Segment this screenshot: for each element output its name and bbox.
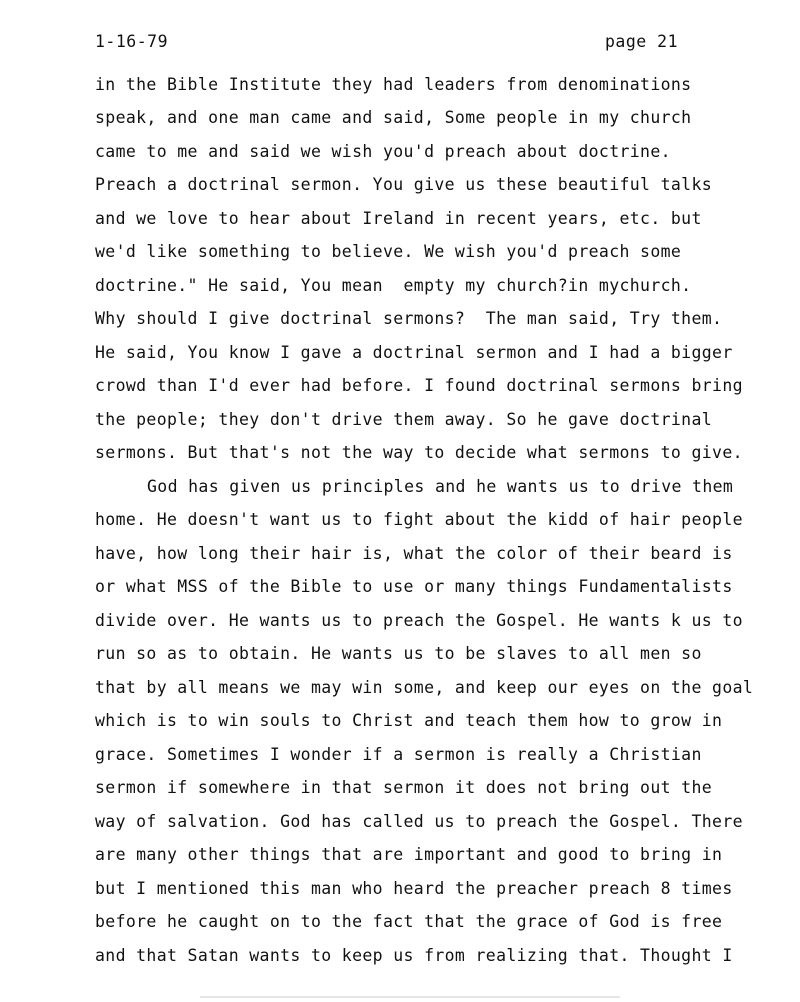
scan-artifact-line bbox=[200, 996, 620, 998]
page-number: page 21 bbox=[605, 32, 679, 51]
text-line: grace. Sometimes I wonder if a sermon is really a Christian bbox=[95, 745, 702, 764]
text-line: but I mentioned this man who heard the preacher preach 8 times bbox=[95, 879, 733, 898]
text-line: crowd than I'd ever had before. I found doctrinal sermons bring bbox=[95, 376, 743, 395]
header-date: 1-16-79 bbox=[95, 32, 169, 51]
text-line: speak, and one man came and said, Some people in my church bbox=[95, 108, 692, 127]
text-line: sermon if somewhere in that sermon it does not bring out the bbox=[95, 778, 713, 797]
text-line: or what MSS of the Bible to use or many things Fundamentalists bbox=[95, 577, 733, 596]
text-line: sermons. But that's not the way to decide what sermons to give. bbox=[95, 443, 743, 462]
text-line: which is to win souls to Christ and teach them how to grow in bbox=[95, 711, 723, 730]
text-line: home. He doesn't want us to fight about the kidd of hair people bbox=[95, 510, 743, 529]
paragraph-start-line: God has given us principles and he wants us to drive them bbox=[147, 477, 734, 496]
text-line: in the Bible Institute they had leaders from denominations bbox=[95, 75, 692, 94]
text-line: came to me and said we wish you'd preach about doctrine. bbox=[95, 142, 671, 161]
text-line: are many other things that are important and good to bring in bbox=[95, 845, 723, 864]
text-line: doctrine." He said, You mean empty my church?in mychurch. bbox=[95, 276, 692, 295]
text-line: the people; they don't drive them away. So he gave doctrinal bbox=[95, 410, 713, 429]
text-line: way of salvation. God has called us to preach the Gospel. There bbox=[95, 812, 743, 831]
text-line: that by all means we may win some, and keep our eyes on the goal bbox=[95, 678, 754, 697]
text-line: Why should I give doctrinal sermons? The man said, Try them. bbox=[95, 309, 723, 328]
text-line: Preach a doctrinal sermon. You give us these beautiful talks bbox=[95, 175, 713, 194]
text-line: we'd like something to believe. We wish you'd preach some bbox=[95, 242, 682, 261]
text-line: and we love to hear about Ireland in recent years, etc. but bbox=[95, 209, 702, 228]
text-line: run so as to obtain. He wants us to be slaves to all men so bbox=[95, 644, 702, 663]
text-line: He said, You know I gave a doctrinal sermon and I had a bigger bbox=[95, 343, 733, 362]
text-line: and that Satan wants to keep us from realizing that. Thought I bbox=[95, 946, 733, 965]
text-line: before he caught on to the fact that the grace of God is free bbox=[95, 912, 723, 931]
text-line: divide over. He wants us to preach the Gospel. He wants k us to bbox=[95, 611, 743, 630]
text-line: have, how long their hair is, what the color of their beard is bbox=[95, 544, 733, 563]
